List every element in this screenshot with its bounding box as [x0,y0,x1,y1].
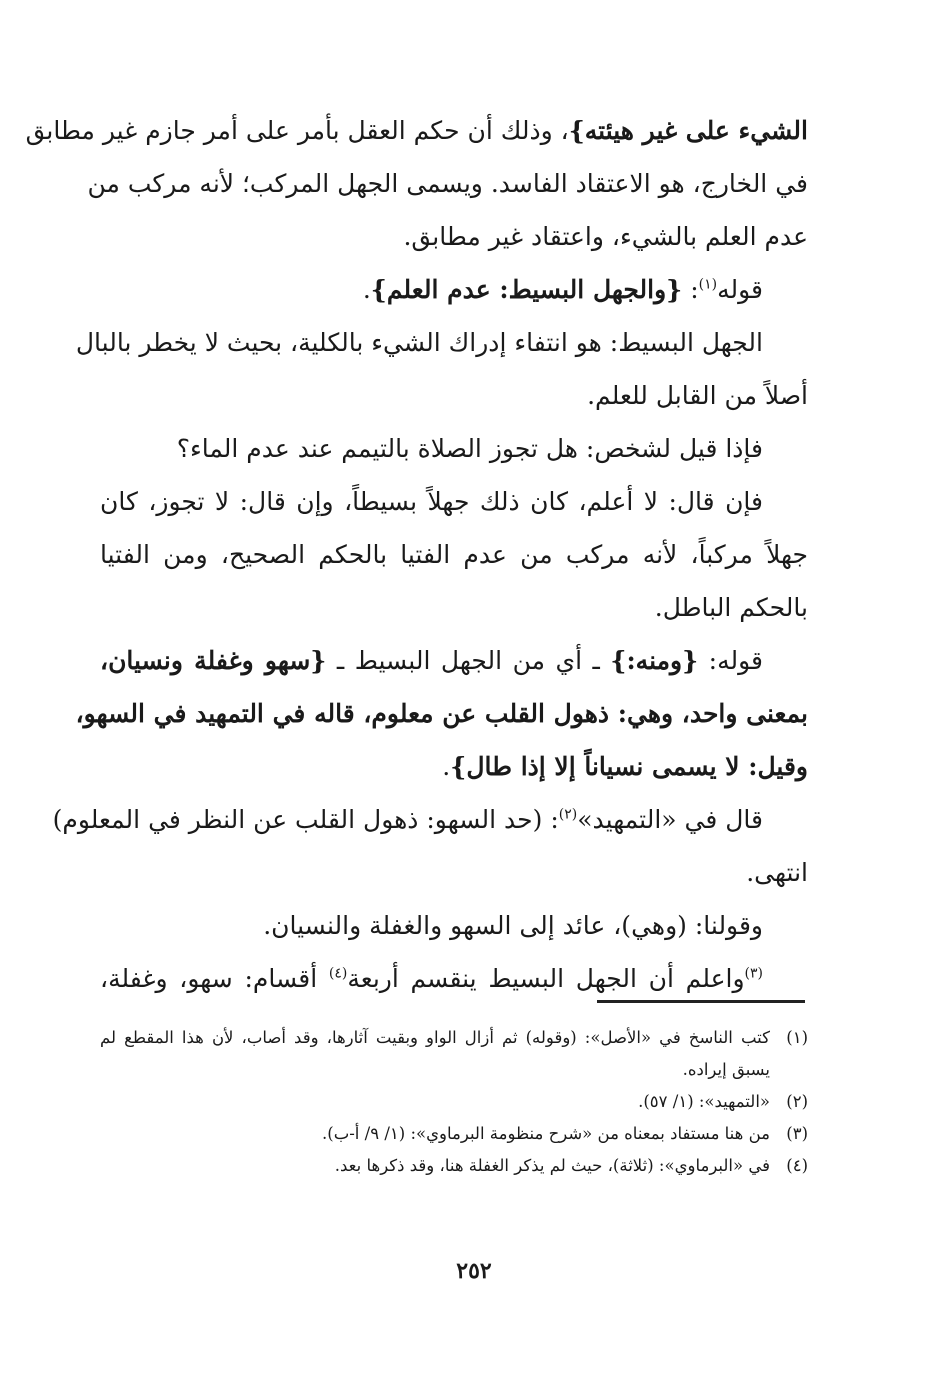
text-span: أصلاً من القابل للعلم. [587,381,808,410]
text-line [100,528,808,581]
text-span: ـ أي من الجهل البسيط ـ [326,646,611,675]
text-line [100,369,808,422]
footnote-number: (٤) [786,1156,808,1175]
footnotes [100,1022,808,1182]
text-span: جهلاً مركباً، لأنه مركب من عدم الفتيا بالحكم الصحيح، ومن الفتيا [100,540,808,569]
text-span: بالحكم الباطل. [654,593,808,622]
text-span: . [362,275,371,304]
text-span: فإذا قيل لشخص: هل تجوز الصلاة بالتيمم عند عدم الماء؟ [176,434,763,463]
text-line [100,263,808,316]
text-span: قال في «التمهيد» [577,805,763,834]
text-span: أقسام: سهو، وغفلة، [100,964,329,993]
footnote-marker: (١) [698,276,718,293]
bold-text: {سهو وغفلة ونسيان، [100,646,327,675]
text-line [100,210,808,263]
footnote-text: في «البرماوي»: (ثلاثة)، حيث لم يذكر الغفلة هنا، وقد ذكرها بعد. [334,1156,770,1175]
footnote-text: «التمهيد»: (١/ ٥٧). [638,1092,770,1111]
footnote-marker: (٢) [558,806,578,823]
text-line [100,634,808,687]
text-span: ، وذلك أن حكم العقل بأمر على أمر جازم غير مطابق [25,116,569,145]
bold-text: {والجهل البسيط: عدم العلم} [370,275,683,304]
footnote-separator [597,1000,805,1003]
text-line [100,581,808,634]
footnote-text: كتب الناسخ في «الأصل»: (وقوله) ثم أزال الواو وبقيت آثارها، وقد أصاب، لأن هذا المقطع لم يسبق إيراده. [100,1028,770,1079]
text-line [100,740,808,793]
text-line [25,104,808,157]
footnote-text: من هنا مستفاد بمعناه من «شرح منظومة البرماوي»: (١/ ٩/ أ-ب). [322,1124,770,1143]
footnote-number: (١) [786,1028,808,1047]
footnote-number: (٢) [786,1092,808,1111]
bold-text: {ومنه:} [610,646,699,675]
text-line [100,846,808,899]
main-text [25,104,808,1005]
text-span: انتهى. [746,858,808,887]
bold-text: وقيل: لا يسمى نسياناً إلا إذا طال} [450,752,808,781]
page-number: ٢٥٢ [456,1258,492,1284]
text-span: في الخارج، هو الاعتقاد الفاسد. ويسمى الجهل المركب؛ لأنه مركب من [87,169,808,198]
text-line [75,316,808,369]
text-span: : (حد السهو: ذهول القلب عن النظر في المعلوم) [52,805,559,834]
text-span: قوله [717,275,763,304]
text-line [100,475,808,528]
bold-text: الشيء على غير هيئته} [568,116,808,145]
text-line [100,422,808,475]
text-span: : [682,275,699,304]
text-span: فإن قال: لا أعلم، كان ذلك جهلاً بسيطاً، وإن قال: لا تجوز، كان [100,487,763,516]
text-line [100,952,808,1005]
footnote-marker: (٣) [744,965,763,982]
text-span: . [442,752,451,781]
text-span: عدم العلم بالشيء، واعتقاد غير مطابق. [403,222,808,251]
text-line [52,793,808,846]
bold-text: بمعنى واحد، وهي: ذهول القلب عن معلوم، قاله في التمهيد في السهو، [75,699,808,728]
footnote [100,1118,808,1150]
footnote [100,1150,808,1182]
text-line [87,157,808,210]
text-span: واعلم أن الجهل البسيط ينقسم أربعة [347,964,745,993]
text-line [75,687,808,740]
footnote [100,1086,808,1118]
text-span: قوله: [698,646,763,675]
footnote-marker: (٤) [328,965,348,982]
text-span: الجهل البسيط: هو انتفاء إدراك الشيء بالكلية، بحيث لا يخطر بالبال [75,328,763,357]
footnote-number: (٣) [786,1124,808,1143]
text-line [100,899,808,952]
footnote [100,1022,808,1086]
text-span: وقولنا: (وهي)، عائد إلى السهو والغفلة والنسيان. [263,911,763,940]
